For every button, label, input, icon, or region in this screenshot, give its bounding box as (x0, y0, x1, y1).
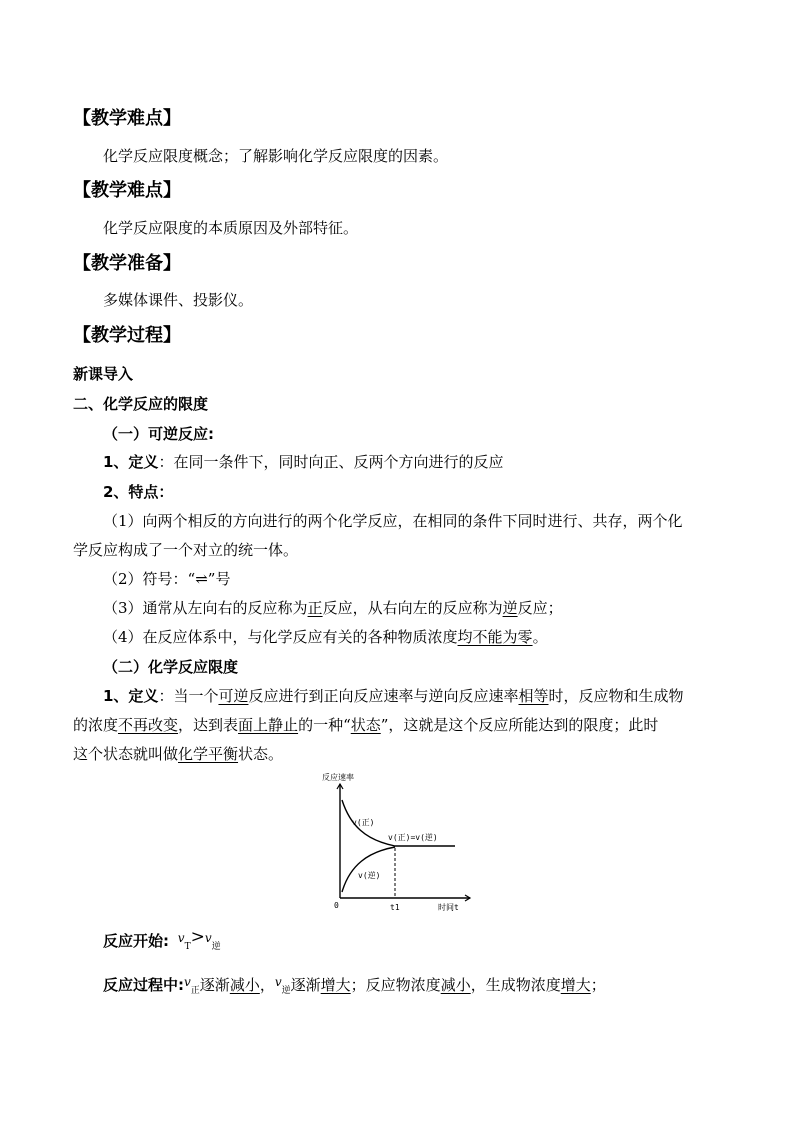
reaction-process-line (103, 972, 606, 1001)
v-subscript: 逆 (211, 942, 221, 952)
process-text: ，生成物浓度 (470, 976, 561, 994)
feature-3-text-c: 反应； (517, 599, 563, 617)
definition-2-u3: 不再改变 (118, 716, 179, 734)
feature-1-line-a: （1）向两个相反的方向进行的两个化学反应，在相同的条件下同时进行、共存，两个化 (103, 512, 683, 530)
process-underlined: 减小 (440, 976, 471, 994)
definition-line (103, 452, 503, 472)
reaction-start-expression (177, 927, 221, 952)
v-subscript: 正 (190, 986, 200, 996)
reverse-rate-curve (342, 847, 395, 892)
difficulty-text-2: 化学反应限度的本质原因及外部特征。 (103, 219, 359, 237)
feature-3-text-b: 反应，从右向左的反应称为 (322, 599, 503, 617)
definition-2-t2: 反应进行到正向反应速率与逆向反应速率 (248, 687, 519, 705)
definition-2-t9: 状态。 (238, 745, 284, 763)
difficulty-heading-1: 【教学难点】 (73, 108, 181, 129)
forward-rate-label: v(正) (352, 818, 375, 827)
process-underlined: 减小 (229, 976, 260, 994)
graph-t1-label: t1 (390, 903, 400, 912)
definition-text: ：在同一条件下，同时向正、反两个方向进行的反应 (158, 453, 504, 471)
definition-2-u4: 面上静止 (238, 716, 299, 734)
v-symbol: v (274, 975, 282, 989)
graph-y-label: 反应速率 (322, 773, 354, 782)
subsection-limit: （二）化学反应限度 (103, 658, 239, 676)
process-text: ， (259, 976, 275, 994)
prep-text: 多媒体课件、投影仪。 (103, 291, 254, 309)
process-text: ； (590, 976, 606, 994)
feature-4-text-b: 。 (532, 628, 548, 646)
definition-2-t5: ，达到表 (178, 716, 239, 734)
process-underlined: 增大 (320, 976, 351, 994)
reaction-process-label: 反应过程中: (103, 976, 184, 994)
graph-x-label: 时间t (438, 903, 459, 912)
definition-2-u2: 相等 (518, 687, 549, 705)
definition-2-t4: 的浓度 (73, 716, 119, 734)
reaction-rate-graph (320, 770, 480, 915)
definition-2-t3: 时，反应物和生成物 (548, 687, 684, 705)
feature-4-underlined: 均不能为零 (457, 628, 533, 646)
definition-2-t8: 这个状态就叫做 (73, 745, 179, 763)
section-title: 二、化学反应的限度 (73, 395, 209, 413)
feature-3-text-a: （3）通常从左向右的反应称为 (103, 599, 308, 617)
features-label: 2、特点： (103, 483, 174, 501)
equal-rate-label: v(正)=v(逆) (388, 833, 438, 842)
process-underlined: 增大 (560, 976, 591, 994)
graph-origin: 0 (334, 901, 339, 910)
definition-2-label: 1、定义 (103, 687, 159, 705)
feature-2: （2）符号：“⇌”号 (103, 570, 231, 588)
subsection-reversible: （一）可逆反应: (103, 425, 214, 443)
feature-1-line-b: 学反应构成了一个对立的统一体。 (73, 541, 299, 559)
v-subscript: 逆 (281, 986, 291, 996)
process-text: ；反应物浓度 (350, 976, 441, 994)
prep-heading: 【教学准备】 (73, 253, 181, 274)
feature-4-text-a: （4）在反应体系中，与化学反应有关的各种物质浓度 (103, 628, 458, 646)
definition-2-u6: 化学平衡 (178, 745, 239, 763)
reaction-start-line (103, 927, 221, 957)
v-subscript: T (184, 942, 191, 952)
feature-3 (103, 598, 563, 618)
definition-2-u5: 状态 (350, 716, 381, 734)
v-symbol: v (177, 931, 185, 945)
definition-2-line-c (73, 744, 283, 764)
difficulty-text-1: 化学反应限度概念；了解影响化学反应限度的因素。 (103, 147, 449, 165)
greater-than: > (190, 927, 205, 947)
definition-label: 1、定义 (103, 453, 159, 471)
definition-2-t1: ：当一个 (158, 687, 219, 705)
definition-2-line-b (73, 715, 658, 735)
reaction-start-label: 反应开始: (103, 932, 169, 950)
reverse-rate-label: v(逆) (358, 871, 381, 880)
definition-2-u1: 可逆 (218, 687, 249, 705)
definition-2-t7: ”，这就是这个反应所能达到的限度；此时 (380, 716, 659, 734)
intro-label: 新课导入 (73, 365, 134, 383)
process-text: 逐渐 (199, 976, 230, 994)
process-heading: 【教学过程】 (73, 325, 181, 346)
v-symbol: v (184, 975, 191, 989)
definition-2-line-a (103, 686, 684, 706)
feature-3-reverse: 逆 (502, 599, 518, 617)
feature-4 (103, 627, 548, 647)
v-symbol: v (204, 931, 212, 945)
feature-3-forward: 正 (307, 599, 323, 617)
process-text: 逐渐 (290, 976, 321, 994)
difficulty-heading-2: 【教学难点】 (73, 180, 181, 201)
definition-2-t6: 的一种“ (298, 716, 351, 734)
